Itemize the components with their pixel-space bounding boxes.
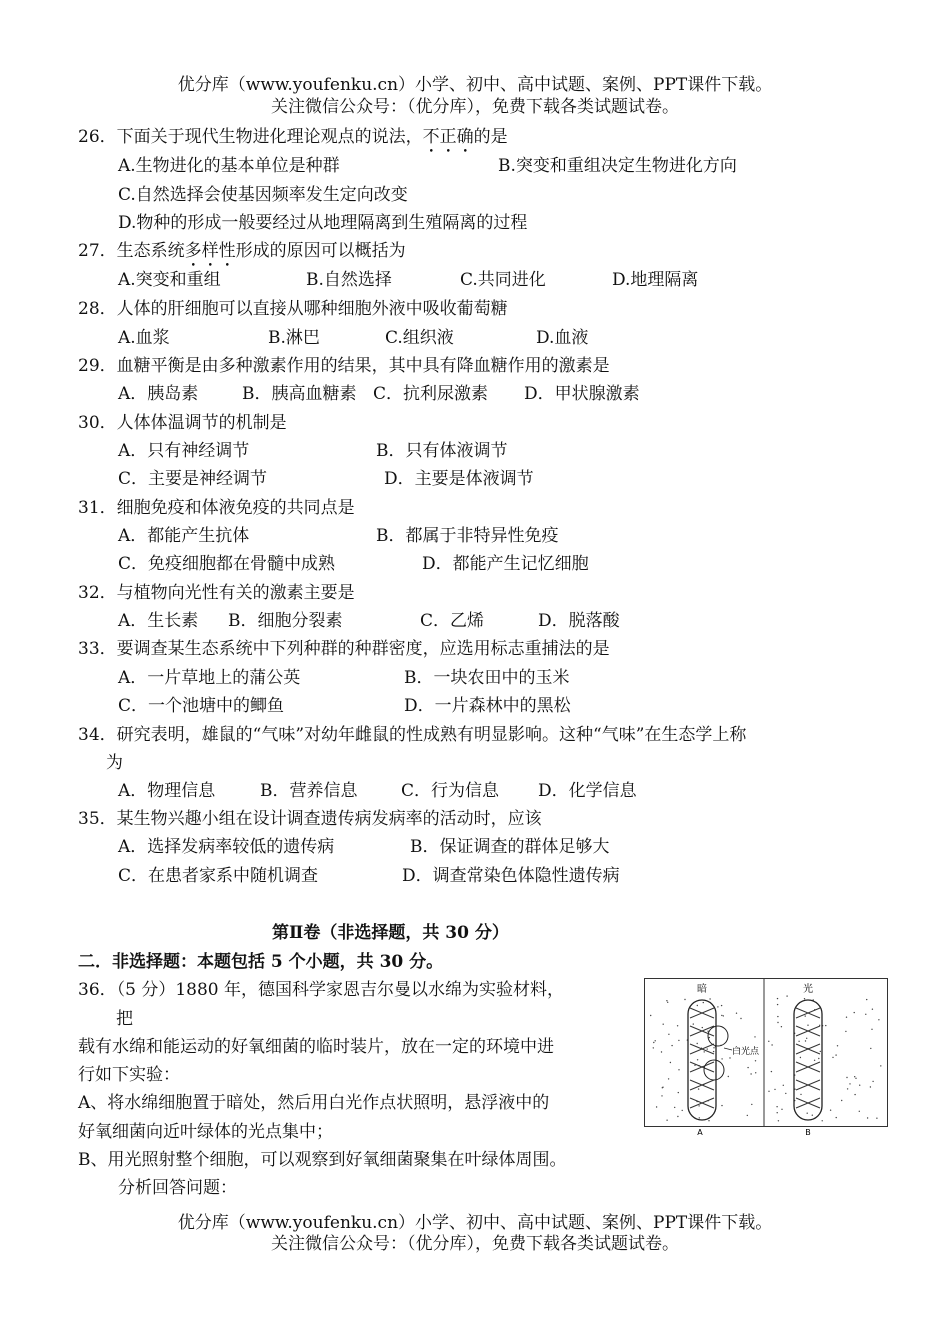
header-line-1: 优分库（www.youfenku.cn）小学、初中、高中试题、案例、PPT课件下载。 (177, 75, 773, 95)
bacterium-dot (846, 1077, 847, 1078)
bacterium-dot (777, 998, 778, 999)
question-31-option-a: A．都能产生抗体 (118, 526, 250, 546)
bacterium-dot (800, 1057, 801, 1058)
footer-line-1: 优分库（www.youfenku.cn）小学、初中、高中试题、案例、PPT课件下载。 (177, 1213, 773, 1233)
bacterium-dot (880, 1065, 881, 1066)
question-35-option-d: D．调查常染色体隐性遗传病 (402, 866, 620, 886)
question-28-option-d: D.血液 (536, 328, 589, 348)
bacterium-dot (670, 1062, 671, 1063)
question-36-line-6: 好氧细菌向近叶绿体的光点集中； (78, 1122, 333, 1142)
bacterium-dot (847, 1088, 848, 1089)
bacterium-dot (805, 1040, 806, 1041)
bacterium-dot (751, 1104, 752, 1105)
question-35-option-b: B．保证调查的群体足够大 (410, 837, 610, 857)
bacterium-dot (678, 1069, 679, 1070)
question-30-stem: 30．人体体温调节的机制是 (78, 413, 287, 433)
bacterium-dot (666, 1120, 667, 1121)
bacterium-dot (677, 1025, 678, 1026)
question-27-option-c: C.共同进化 (460, 270, 546, 290)
bacterium-dot (778, 1120, 779, 1121)
question-32-stem: 32．与植物向光性有关的激素主要是 (78, 583, 355, 603)
bacterium-dot (870, 1048, 871, 1049)
bacterium-dot (653, 1042, 654, 1043)
question-27-option-a: A.突变和重组 (118, 270, 221, 290)
question-36-line-1: 36．（5 分）1880 年，德国科学家恩吉尔曼以水绵为实验材料， (78, 980, 565, 1000)
question-33-option-a: A．一片草地上的蒲公英 (118, 668, 301, 688)
stem-text: 的是 (473, 127, 508, 147)
bacterium-dot (666, 1000, 667, 1001)
bacterium-dot (677, 1116, 678, 1117)
emphasis-text: 多样性 (184, 241, 236, 261)
question-34-option-d: D．化学信息 (538, 781, 637, 801)
question-32-option-d: D．脱落酸 (538, 611, 620, 631)
bacterium-dot (717, 1006, 718, 1007)
question-31-option-b: B．都属于非特异性免疫 (376, 526, 559, 546)
question-28-stem: 28．人体的肝细胞可以直接从哪种细胞外液中吸收葡萄糖 (78, 299, 508, 319)
question-33-option-b: B．一块农田中的玉米 (404, 668, 570, 688)
bacterium-dot (682, 1110, 683, 1111)
bacterium-dot (661, 1095, 662, 1096)
question-27-stem (78, 240, 406, 271)
question-31-stem: 31．细胞免疫和体液免疫的共同点是 (78, 498, 355, 518)
bacterium-dot (841, 1100, 842, 1101)
bacterium-dot (661, 1051, 662, 1052)
bacterium-dot (854, 1094, 855, 1095)
question-27-option-b: B.自然选择 (306, 270, 392, 290)
bacterium-dot (865, 1014, 866, 1015)
bacterium-dot (747, 1115, 748, 1116)
bacterium-dot (736, 1013, 737, 1014)
bacterium-dot (849, 1083, 850, 1084)
bacterium-dot (729, 1057, 730, 1058)
question-32-option-a: A．生长素 (118, 611, 199, 631)
part-2-title: 第Ⅱ卷（非选择题，共 30 分） (272, 923, 509, 943)
bacterium-dot (697, 1043, 698, 1044)
bacterium-dot (698, 1088, 699, 1089)
stem-text: 27．生态系统 (78, 241, 185, 261)
bacterium-dot (807, 1113, 808, 1114)
bacterium-dot (822, 1120, 823, 1121)
bacterium-dot (876, 1118, 877, 1119)
engelmann-experiment-figure (644, 978, 888, 1136)
bacterium-dot (771, 1044, 772, 1045)
question-32-option-c: C．乙烯 (420, 611, 485, 631)
question-26-option-c: C.自然选择会使基因频率发生定向改变 (118, 185, 408, 205)
bacterium-dot (655, 1040, 656, 1041)
bacterium-dot (702, 1027, 703, 1028)
emphasis-text: 不正确 (422, 127, 474, 147)
bacterium-dot (674, 1107, 675, 1108)
bacterium-dot (804, 998, 805, 999)
question-34-stem-line-2: 为 (106, 753, 123, 773)
bacterium-dot (697, 1005, 698, 1006)
question-36-line-4: 行如下实验： (78, 1065, 180, 1085)
question-33-option-d: D．一片森林中的黑松 (404, 696, 571, 716)
bacterium-dot (872, 1081, 873, 1082)
question-30-option-c: C．主要是神经调节 (118, 469, 268, 489)
bacterium-dot (867, 1117, 868, 1118)
bacterium-dot (750, 1073, 751, 1074)
bacterium-dot (783, 1085, 784, 1086)
stem-text: 形成的原因可以概括为 (235, 241, 406, 261)
question-32-option-b: B．细胞分裂素 (228, 611, 343, 631)
bacterium-dot (781, 1026, 782, 1027)
bacterium-dot (846, 1017, 847, 1018)
question-30-option-b: B．只有体液调节 (376, 441, 508, 461)
stem-text: 26．下面关于现代生物进化理论观点的说法， (78, 127, 423, 147)
question-31-option-c: C．免疫细胞都在骨髓中成熟 (118, 554, 336, 574)
bacterium-dot (653, 1047, 654, 1048)
bacterium-dot (806, 1038, 807, 1039)
question-36-line-2: 把 (116, 1009, 133, 1029)
question-26-option-a: A.生物进化的基本单位是种群 (118, 156, 340, 176)
question-28-option-a: A.血浆 (118, 328, 170, 348)
question-29-option-c: C．抗利尿激素 (373, 384, 489, 404)
bacterium-dot (768, 1041, 769, 1042)
bacterium-dot (825, 1025, 826, 1026)
bacterium-dot (663, 1024, 664, 1025)
label-b: B (805, 1128, 811, 1136)
bacterium-dot (859, 1111, 860, 1112)
question-34-option-b: B．营养信息 (260, 781, 358, 801)
question-35-option-c: C．在患者家系中随机调查 (118, 866, 319, 886)
bacterium-dot (818, 1058, 819, 1059)
question-30-option-a: A．只有神经调节 (118, 441, 250, 461)
bacterium-dot (785, 1093, 786, 1094)
label-light: 光 (803, 984, 813, 995)
bacterium-dot (713, 1051, 714, 1052)
bacterium-dot (781, 1109, 782, 1110)
bacterium-dot (835, 1054, 836, 1055)
bacterium-dot (709, 998, 710, 999)
bacterium-dot (704, 1051, 705, 1052)
question-30-option-d: D．主要是体液调节 (384, 469, 534, 489)
question-27-option-d: D.地理隔离 (612, 270, 699, 290)
question-31-option-d: D．都能产生记忆细胞 (422, 554, 589, 574)
bacterium-dot (872, 1009, 873, 1010)
bacterium-dot (807, 1025, 808, 1026)
question-35-option-a: A．选择发病率较低的遗传病 (118, 837, 335, 857)
bacterium-dot (871, 1029, 872, 1030)
bacterium-dot (777, 1016, 778, 1017)
figure-frame (645, 979, 888, 1127)
bacterium-dot (667, 1002, 668, 1003)
question-29-option-b: B．胰高血糖素 (242, 384, 357, 404)
question-29-stem: 29．血糖平衡是由多种激素作用的结果，其中具有降血糖作用的激素是 (78, 356, 610, 376)
bacterium-dot (721, 1005, 722, 1006)
bacterium-dot (774, 1089, 775, 1090)
question-36-line-3: 载有水绵和能运动的好氧细菌的临时装片，放在一定的环境中进 (78, 1037, 554, 1057)
label-light-spot: 白光点 (732, 1047, 760, 1057)
question-34-stem-line-1: 34．研究表明，雄鼠的“气味”对幼年雌鼠的性成熟有明显影响。这种“气味”在生态学上称 (78, 725, 747, 745)
bacterium-dot (830, 1110, 831, 1111)
question-33-option-c: C．一个池塘中的鲫鱼 (118, 696, 285, 716)
question-33-stem: 33．要调查某生态系统中下列种群的种群密度，应选用标志重捕法的是 (78, 639, 610, 659)
question-29-option-a: A．胰岛素 (118, 384, 199, 404)
bacterium-dot (728, 1076, 729, 1077)
bacterium-dot (708, 1120, 709, 1121)
question-28-option-c: C.组织液 (385, 328, 454, 348)
bacterium-dot (854, 1012, 855, 1013)
bacterium-dot (671, 1045, 672, 1046)
bacterium-dot (699, 1117, 700, 1118)
bacterium-dot (747, 1067, 748, 1068)
bacterium-dot (845, 1031, 846, 1032)
question-36-line-5: A、将水绵细胞置于暗处，然后用白光作点状照明，悬浮液中的 (78, 1093, 550, 1113)
part-2-heading: 二．非选择题：本题包括 5 个小题，共 30 分。 (78, 952, 444, 972)
question-26-option-d: D.物种的形成一般要经过从地理隔离到生殖隔离的过程 (118, 213, 528, 233)
label-dark: 暗 (697, 984, 707, 995)
bacterium-dot (721, 1058, 722, 1059)
header-line-2: 关注微信公众号：（优分库），免费下载各类试题试卷。 (271, 97, 679, 117)
bacterium-dot (777, 1112, 778, 1113)
bacterium-dot (740, 1018, 741, 1019)
bacterium-dot (800, 1094, 801, 1095)
bacterium-dot (713, 1047, 714, 1048)
bacterium-dot (721, 1015, 722, 1016)
bacterium-dot (786, 995, 787, 996)
bacterium-dot (707, 1048, 708, 1049)
bacterium-dot (768, 1091, 769, 1092)
bacterium-dot (854, 1076, 855, 1077)
bacterium-dot (776, 1106, 777, 1107)
bacterium-dot (703, 1002, 704, 1003)
bacterium-dot (859, 1085, 860, 1086)
bacterium-dot (698, 1105, 699, 1106)
question-26-option-b: B.突变和重组决定生物进化方向 (498, 156, 737, 176)
bacterium-dot (668, 1078, 669, 1079)
bacterium-dot (755, 1060, 756, 1061)
footer-line-2: 关注微信公众号：（优分库），免费下载各类试题试卷。 (271, 1234, 679, 1254)
bacterium-dot (684, 999, 685, 1000)
bacterium-dot (678, 1040, 679, 1041)
bacterium-dot (820, 1051, 821, 1052)
bacterium-dot (709, 1037, 710, 1038)
bacterium-dot (836, 1117, 837, 1118)
bacterium-dot (656, 1106, 657, 1107)
bacterium-dot (805, 1015, 806, 1016)
label-a: A (697, 1128, 703, 1136)
bacterium-dot (870, 1086, 871, 1087)
bacterium-dot (832, 1057, 833, 1058)
bacterium-dot (798, 1041, 799, 1042)
bacterium-dot (693, 1023, 694, 1024)
bacterium-dot (678, 1092, 679, 1093)
question-26-stem (78, 126, 508, 157)
bacterium-dot (662, 1087, 663, 1088)
bacterium-dot (668, 1034, 669, 1035)
bacterium-dot (754, 1036, 755, 1037)
bacterium-dot (723, 1015, 724, 1016)
bacterium-dot (777, 1022, 778, 1023)
question-36-line-8: 分析回答问题： (118, 1178, 237, 1198)
question-36-line-7: B、用光照射整个细胞，可以观察到好氧细菌聚集在叶绿体周围。 (78, 1150, 567, 1170)
bacterium-dot (771, 1071, 772, 1072)
bacterium-dot (755, 1072, 756, 1073)
question-29-option-d: D．甲状腺激素 (524, 384, 640, 404)
bacterium-dot (814, 1060, 815, 1061)
question-34-option-c: C．行为信息 (401, 781, 500, 801)
bacterium-dot (837, 1045, 838, 1046)
bacterium-dot (721, 1105, 722, 1106)
question-35-stem: 35．某生物兴趣小组在设计调查遗传病发病率的活动时，应该 (78, 809, 542, 829)
bacterium-dot (812, 1115, 813, 1116)
bacterium-dot (697, 1059, 698, 1060)
bacterium-dot (855, 1078, 856, 1079)
bacterium-dot (866, 999, 867, 1000)
question-34-option-a: A．物理信息 (118, 781, 216, 801)
bacterium-dot (878, 1019, 879, 1020)
question-28-option-b: B.淋巴 (268, 328, 320, 348)
bacterium-dot (777, 1004, 778, 1005)
bacterium-dot (650, 1015, 651, 1016)
